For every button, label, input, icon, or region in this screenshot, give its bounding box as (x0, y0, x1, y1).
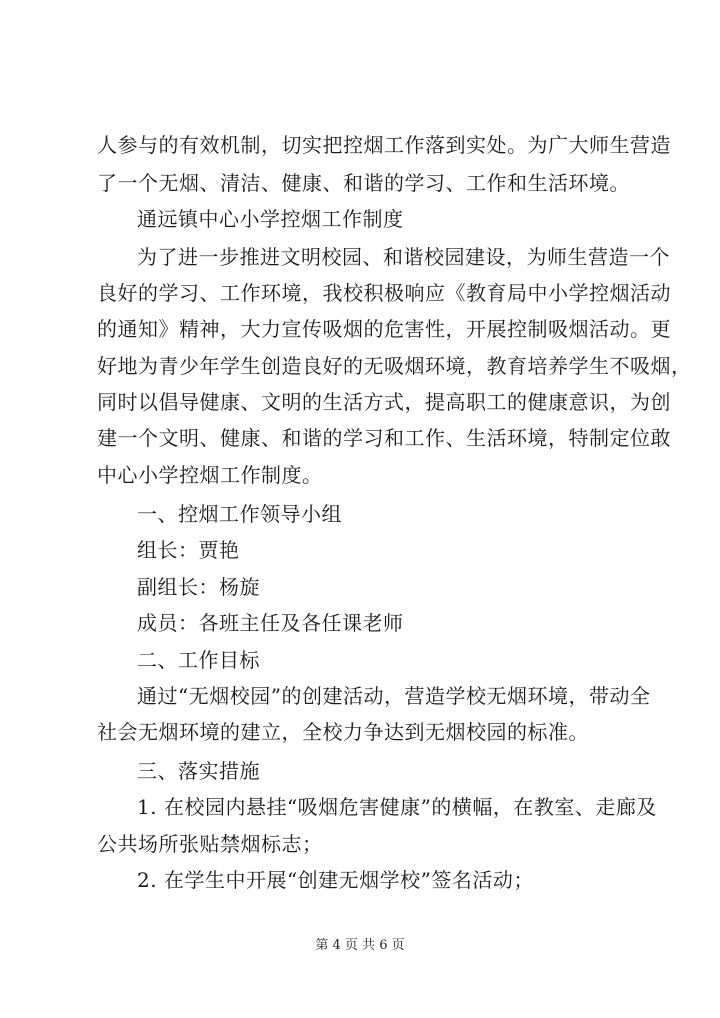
list-item: 1. 在校园内悬挂“吸烟危害健康”的横幅，在教室、走廊及 (137, 795, 657, 819)
section-title: 通远镇中心小学控烟工作制度 (137, 207, 404, 231)
paragraph-line: 社会无烟环境的建立，全校力争达到无烟校园的标准。 (97, 720, 589, 744)
list-item: 2. 在学生中开展“创建无烟学校”签名活动； (137, 868, 534, 892)
paragraph-line: 为了进一步推进文明校园、和谐校园建设，为师生营造一个 (137, 245, 670, 269)
paragraph-line: 人参与的有效机制，切实把控烟工作落到实处。为广大师生营造 (97, 133, 671, 157)
paragraph-line: 良好的学习、工作环境，我校积极响应《教育局中小学控烟活动 (97, 281, 671, 305)
paragraph-line: 了一个无烟、清洁、健康、和谐的学习、工作和生活环境。 (97, 171, 630, 195)
group-leader: 组长：贾艳 (137, 538, 240, 562)
list-item-continued: 公共场所张贴禁烟标志； (97, 832, 323, 856)
heading-measures: 三、落实措施 (137, 759, 260, 783)
paragraph-line: 通过“无烟校园”的创建活动，营造学校无烟环境，带动全 (137, 684, 651, 708)
paragraph-line: 的通知》精神，大力宣传吸烟的危害性，开展控制吸烟活动。更 (97, 317, 671, 341)
page-footer: 第 4 页 共 6 页 (315, 938, 405, 953)
heading-leadership-group: 一、控烟工作领导小组 (137, 502, 342, 526)
paragraph-line: 同时以倡导健康、文明的生活方式，提高职工的健康意识，为创 (97, 390, 671, 414)
heading-goals: 二、工作目标 (137, 648, 260, 672)
paragraph-line: 中心小学控烟工作制度。 (97, 463, 323, 487)
paragraph-line: 建一个文明、健康、和谐的学习和工作、生活环境，特制定位敢 (97, 426, 671, 450)
paragraph-line: 好地为青少年学生创造良好的无吸烟环境，教育培养学生不吸烟， (97, 354, 692, 378)
deputy-leader: 副组长：杨旋 (137, 575, 260, 599)
group-members: 成员：各班主任及各任课老师 (137, 611, 404, 635)
